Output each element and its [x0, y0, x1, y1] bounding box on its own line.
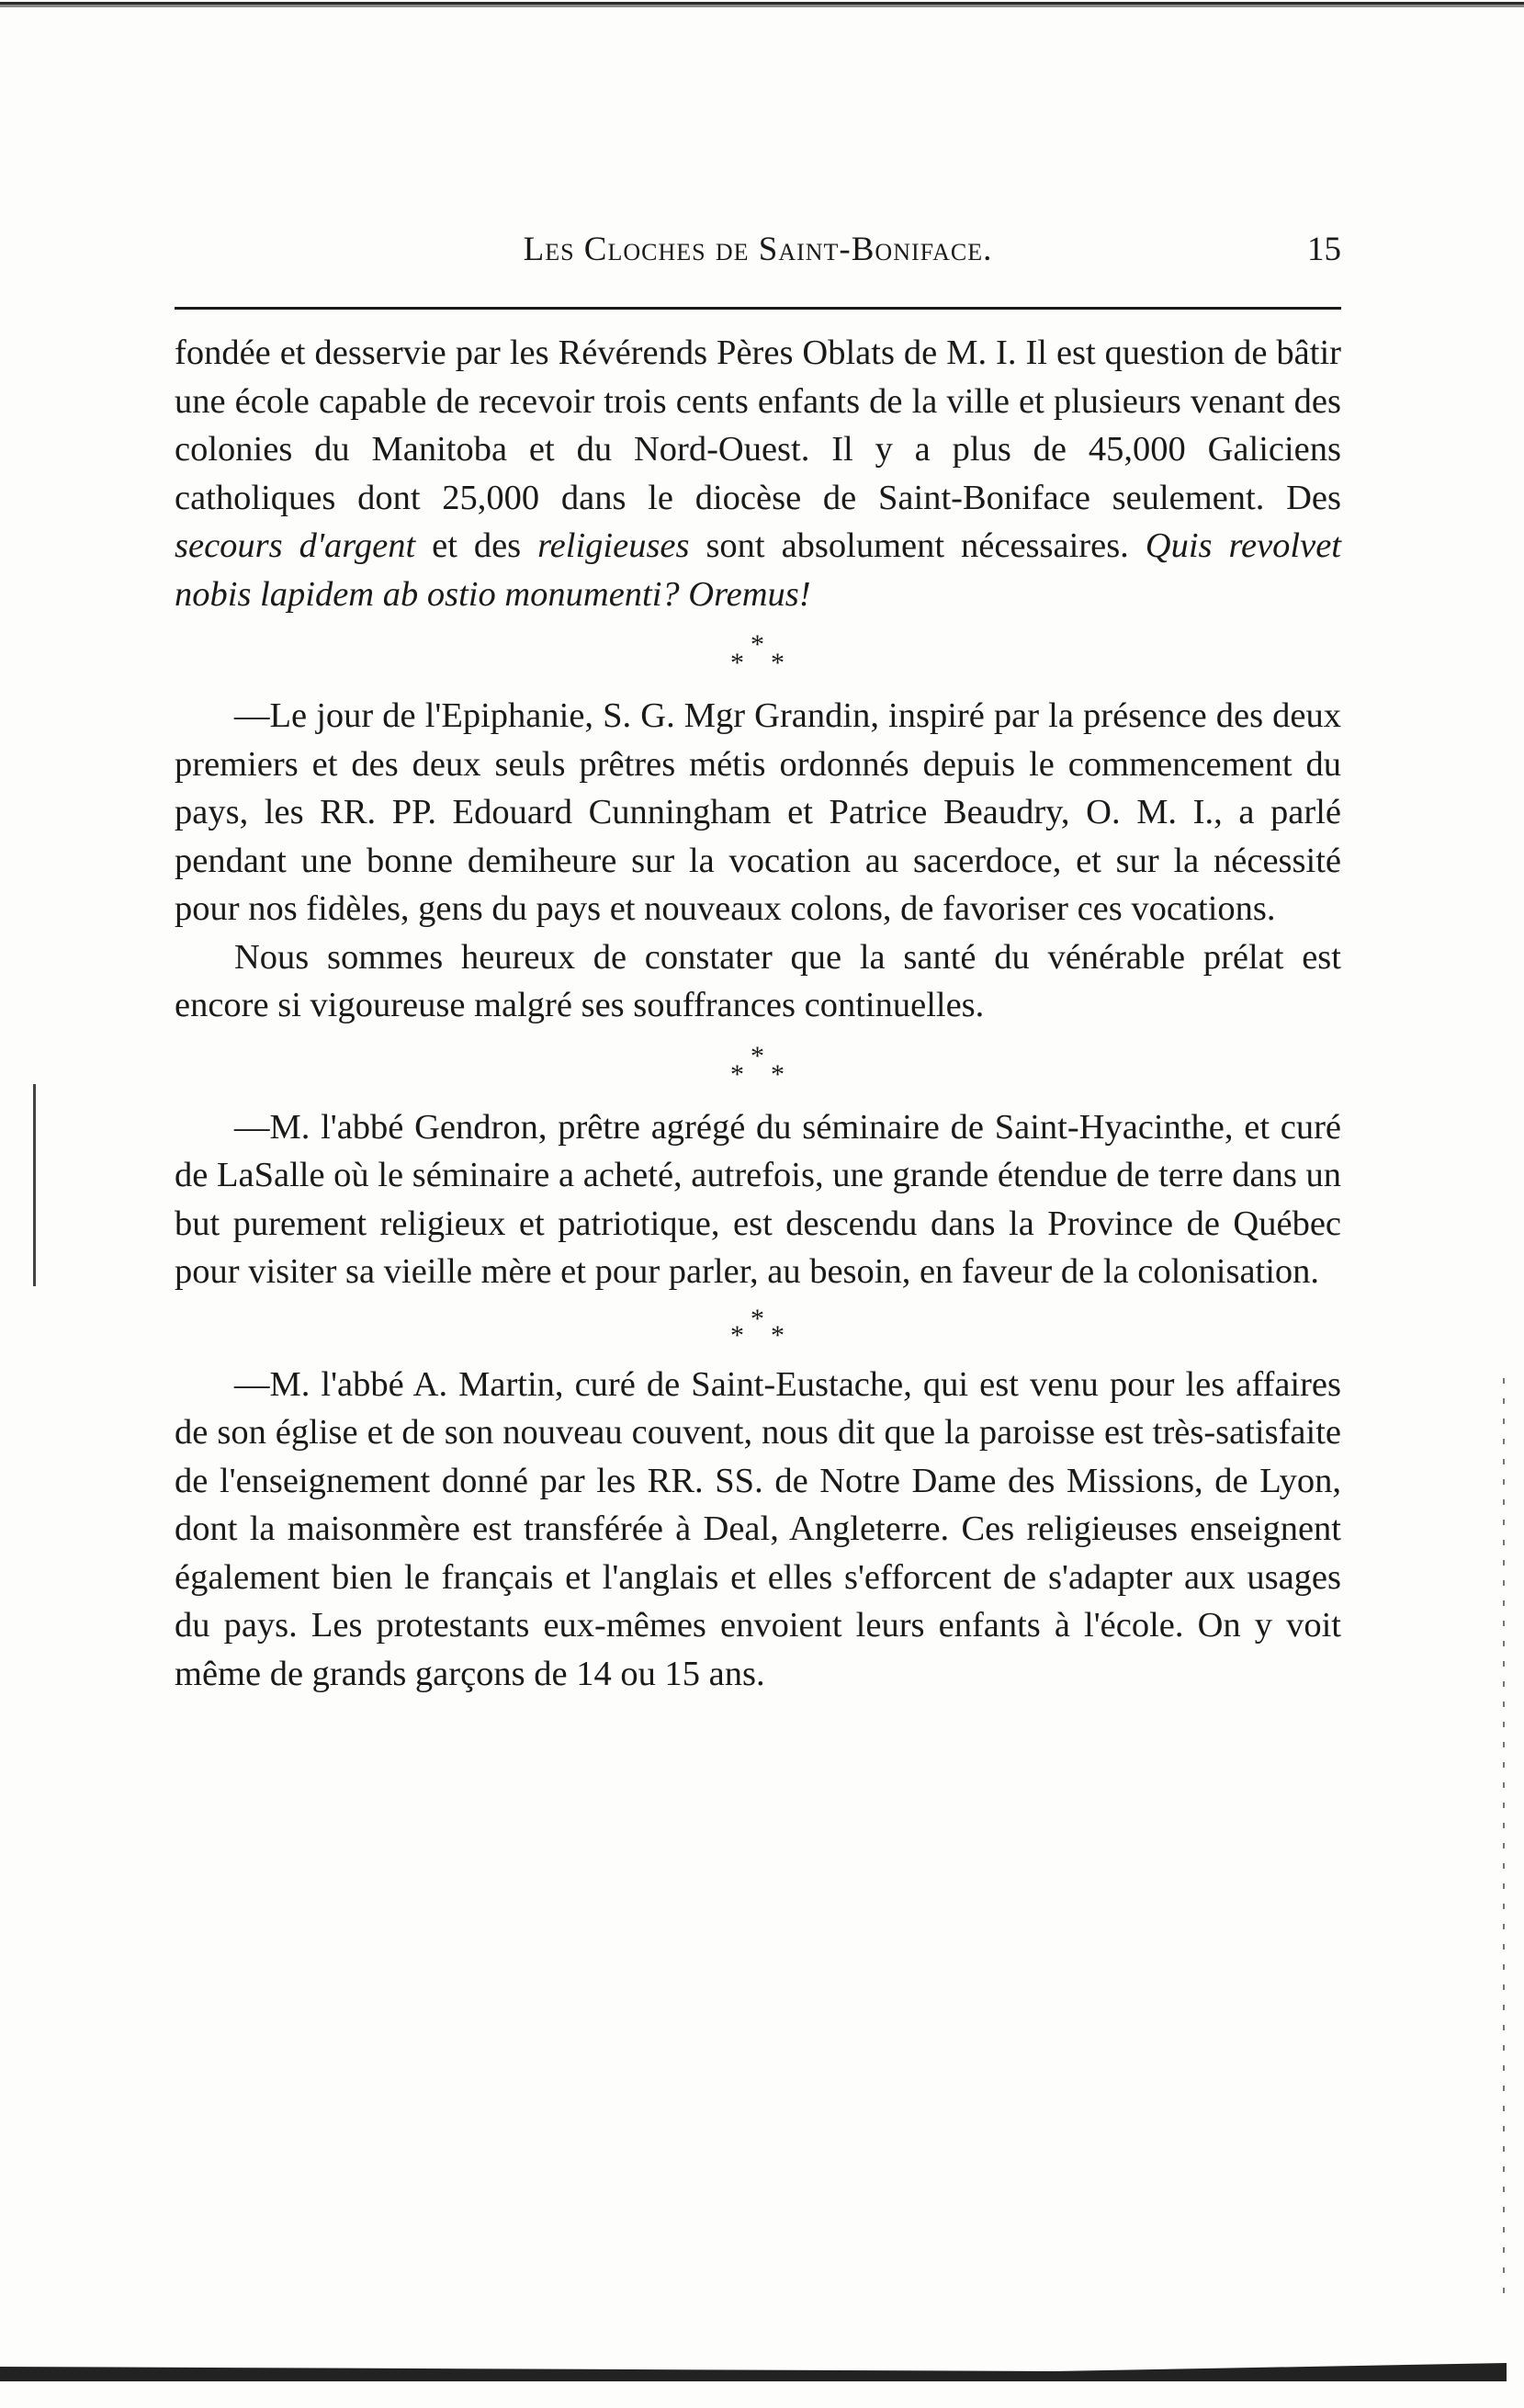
asterism-star: * [751, 1040, 764, 1071]
asterism-star: * [751, 629, 764, 660]
top-edge-rule [0, 2, 1524, 7]
header-rule [175, 307, 1341, 310]
running-head [175, 230, 1341, 285]
paragraph-galiciens [175, 329, 1341, 618]
asterism-star: * [771, 1058, 785, 1090]
page-body [175, 329, 1341, 1698]
perforation-marks [1503, 1378, 1505, 2297]
italic-phrase: secours d'argent [175, 526, 416, 565]
paragraph-text: sont absolument nécessaires. [689, 526, 1146, 565]
paragraph-sante: Nous sommes heureux de constater que la santé du vénérable prélat est encore si vigoureuse malgré ses souffrances continuelles. [175, 937, 1341, 1024]
paragraph-text: fondée et desservie par les Révérends Pères Oblats de M. I. Il est question de bâtir une école capable de recevoir trois cents enfants de la ville et plusieurs venant des colonies du Manitoba et du Nord-Ouest. Il y a plus de 45,000 Galiciens catholiques dont 25,000 dans le diocèse de Saint-Boniface seulement. Des [175, 334, 1341, 517]
latin-quote: Quis revolvet nobis lapidem ab ostio monumenti? Oremus! [175, 526, 1341, 614]
asterism-star: * [730, 1058, 744, 1090]
asterism-star: * [730, 648, 744, 678]
section-asterism [712, 618, 804, 692]
asterism-star: * [730, 1319, 744, 1351]
running-title: Les Cloches de Saint-Boniface. [523, 231, 993, 268]
bottom-edge-rule [0, 2363, 1507, 2381]
page-number: 15 [1307, 231, 1341, 268]
paragraph-text: et des [415, 526, 538, 565]
paragraph-gendron: —M. l'abbé Gendron, prêtre agrégé du séminaire de Saint-Hyacinthe, et curé de LaSalle où le séminaire a acheté, autrefois, une grande étendue de terre dans un but purement religieux et patriotique, est descendu dans la Province de Québec pour visiter sa vieille mère et pour parler, au besoin, en faveur de la colonisation. [175, 1107, 1341, 1291]
section-asterism [712, 1296, 804, 1361]
asterism-star: * [771, 1319, 785, 1351]
margin-mark [33, 1084, 36, 1286]
paragraph-epiphanie: —Le jour de l'Epiphanie, S. G. Mgr Grandin, inspiré par la présence des deux premiers et des deux seuls prêtres métis ordonnés depuis le commencement du pays, les RR. PP. Edouard Cunningham et Patrice Beaudry, O. M. I., a parlé pendant une bonne demiheure sur la vocation au sacerdoce, et sur la nécessité pour nos fidèles, gens du pays et nouveaux colons, de favoriser ces vocations. [175, 696, 1341, 928]
asterism-star: * [771, 648, 785, 678]
section-asterism [712, 1030, 804, 1103]
italic-phrase: religieuses [537, 526, 690, 565]
paragraph-martin: —M. l'abbé A. Martin, curé de Saint-Eustache, qui est venu pour les affaires de son église et de son nouveau couvent, nous dit que la paroisse est très-satisfaite de l'enseignement donné par les RR. SS. de Notre Dame des Missions, de Lyon, dont la maisonmère est transférée à Deal, Angleterre. Ces religieuses enseignent également bien le français et l'anglais et elles s'efforcent de s'adapter aux usages du pays. Les protestants eux-mêmes envoient leurs enfants à l'école. On y voit même de grands garçons de 14 ou 15 ans. [175, 1364, 1341, 1693]
asterism-star: * [751, 1303, 764, 1334]
